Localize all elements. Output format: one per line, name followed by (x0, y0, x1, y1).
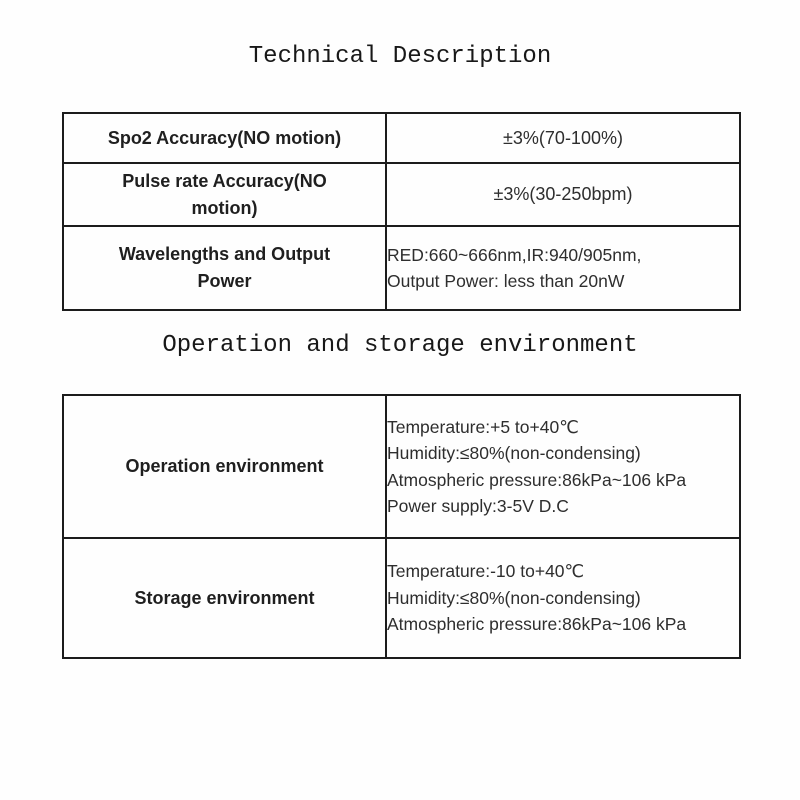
operation-env-temperature: Temperature:+5 to+40℃ (387, 416, 579, 437)
operation-storage-environment-heading: Operation and storage environment (162, 332, 638, 359)
storage-environment-value-cell (386, 538, 740, 658)
table-row-spo2-accuracy (63, 113, 740, 163)
operation-env-humidity: Humidity:≤80%(non-condensing) (387, 443, 641, 463)
wavelengths-value-line-2: Output Power: less than 20nW (387, 271, 625, 291)
technical-description-heading: Technical Description (248, 43, 552, 70)
operation-environment-value-cell (386, 395, 740, 538)
storage-env-temperature: Temperature:-10 to+40℃ (387, 561, 585, 582)
pulse-rate-accuracy-label-cell (63, 163, 386, 226)
environment-table (62, 394, 741, 659)
table-row-pulse-rate-accuracy (63, 163, 740, 226)
technical-spec-table (62, 112, 741, 311)
pulse-rate-accuracy-value: ±3%(30-250bpm) (386, 163, 740, 226)
wavelengths-label: Wavelengths and Output Power (118, 244, 331, 291)
pulse-rate-accuracy-label: Pulse rate Accuracy(NO motion) (122, 170, 327, 218)
storage-env-humidity: Humidity:≤80%(non-condensing) (387, 587, 641, 608)
table-row-storage-environment (63, 538, 740, 658)
spo2-accuracy-label-cell (63, 113, 386, 163)
operation-environment-label-cell (63, 395, 386, 538)
operation-environment-label: Operation environment (125, 456, 324, 476)
table-row-wavelengths-output-power (63, 226, 740, 310)
storage-env-pressure: Atmospheric pressure:86kPa~106 kPa (387, 614, 687, 635)
spo2-accuracy-label: Spo2 Accuracy(NO motion) (107, 127, 342, 148)
storage-environment-label: Storage environment (134, 587, 315, 608)
operation-env-power-supply: Power supply:3-5V D.C (387, 496, 569, 516)
wavelengths-value-line-1: RED:660~666nm,IR:940/905nm, (387, 244, 642, 265)
storage-environment-label-cell (63, 538, 386, 658)
table-row-operation-environment (63, 395, 740, 538)
wavelengths-label-cell (63, 226, 386, 310)
wavelengths-value-cell (386, 226, 740, 310)
operation-env-pressure: Atmospheric pressure:86kPa~106 kPa (387, 469, 687, 490)
spo2-accuracy-value: ±3%(70-100%) (386, 113, 740, 163)
